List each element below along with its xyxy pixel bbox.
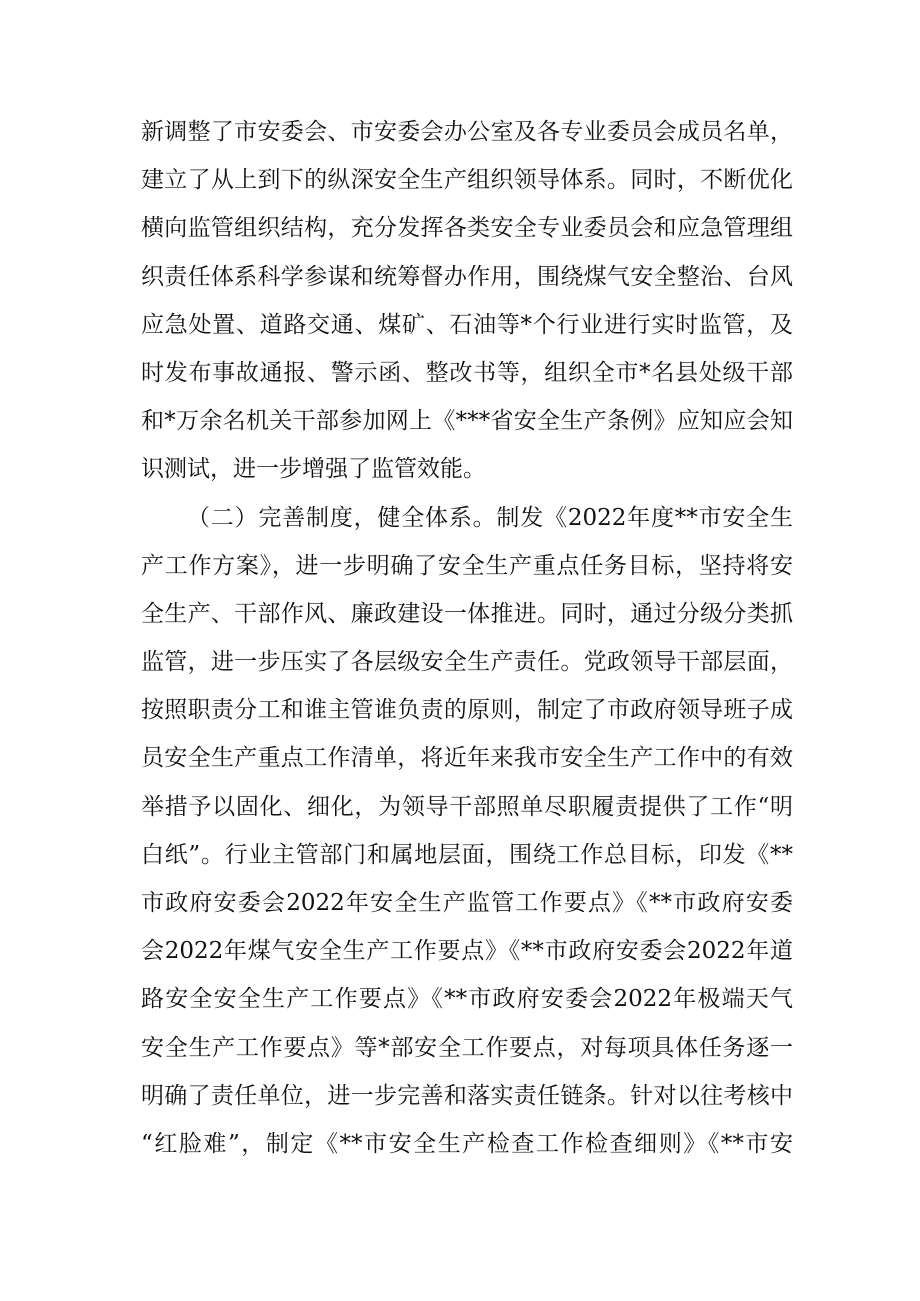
- text-line: 会2022年煤气安全生产工作要点》《**市政府安委会2022年道: [141, 938, 793, 965]
- text-line: 新调整了市安委会、市安委会办公室及各专业委员会成员名单，: [141, 119, 793, 145]
- text-line: 全生产、干部作风、廉政建设一体推进。同时，通过分级分类抓: [141, 600, 793, 627]
- text-line: 按照职责分工和谁主管谁负责的原则，制定了市政府领导班子成: [141, 697, 793, 724]
- text-line: 安全生产工作要点》等*部安全工作要点，对每项具体任务逐一: [141, 1034, 793, 1061]
- text-line: 举措予以固化、细化，为领导干部照单尽职履责提供了工作“明: [141, 793, 793, 820]
- text-line: 织责任体系科学参谋和统筹督办作用，围绕煤气安全整治、台风: [141, 263, 793, 290]
- text-line: 和*万余名机关干部参加网上《***省安全生产条例》应知应会知: [141, 408, 793, 435]
- text-line: 时发布事故通报、警示函、整改书等，组织全市*名县处级干部: [141, 359, 793, 386]
- text-line: 横向监管组织结构，充分发挥各类安全专业委员会和应急管理组: [141, 215, 793, 242]
- text-line: 员安全生产重点工作清单，将近年来我市安全生产工作中的有效: [141, 745, 793, 772]
- text-line: 白纸”。行业主管部门和属地层面，围绕工作总目标，印发《**: [141, 841, 793, 868]
- text-line: 建立了从上到下的纵深安全生产组织领导体系。同时，不断优化: [141, 167, 793, 194]
- text-line: “红脸难”，制定《**市安全生产检查工作检查细则》《**市安: [141, 1130, 793, 1157]
- text-line: 路安全安全生产工作要点》《**市政府安委会2022年极端天气: [141, 986, 793, 1013]
- text-line: 产工作方案》，进一步明确了安全生产重点任务目标，坚持将安: [141, 552, 793, 579]
- text-line: 监管，进一步压实了各层级安全生产责任。党政领导干部层面，: [141, 649, 793, 676]
- text-line: 明确了责任单位，进一步完善和落实责任链条。针对以往考核中: [141, 1082, 793, 1109]
- text-line: 市政府安委会2022年安全生产监管工作要点》《**市政府安委: [141, 890, 793, 916]
- paragraph-end-line: 识测试，进一步增强了监管效能。: [141, 456, 486, 483]
- body-text: [141, 108, 793, 1168]
- section-heading-line: （二）完善制度，健全体系。制发《2022年度**市安全生: [187, 504, 793, 531]
- text-line: 应急处置、道路交通、煤矿、石油等*个行业进行实时监管，及: [141, 311, 793, 338]
